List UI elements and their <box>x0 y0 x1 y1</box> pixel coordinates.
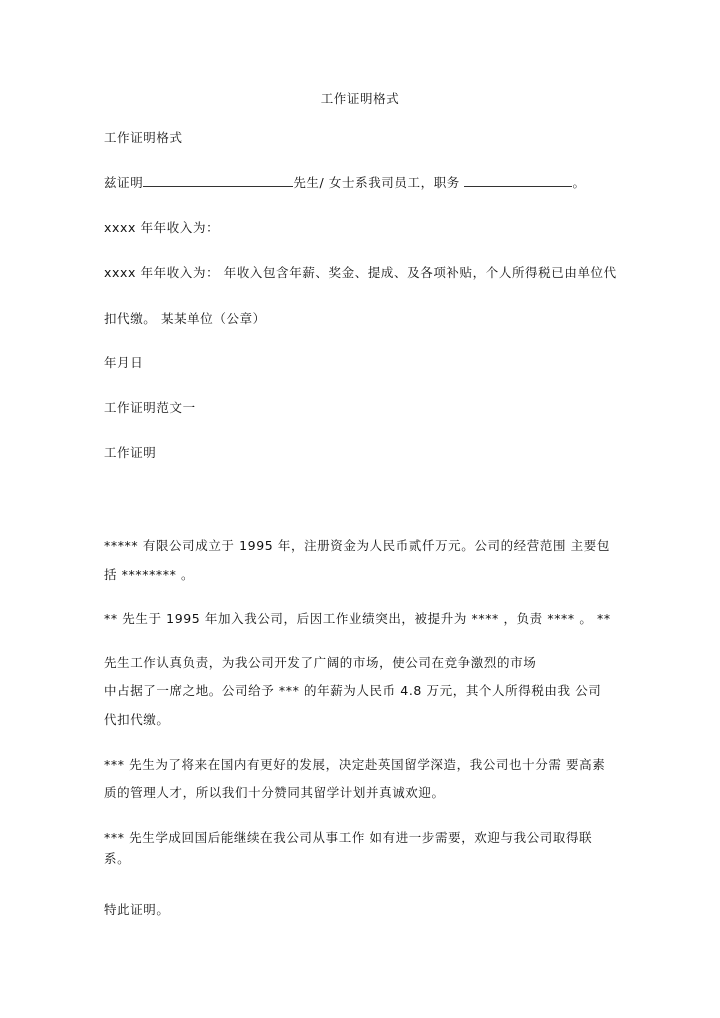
paragraph-1-line-1: ***** 有限公司成立于 1995 年，注册资金为人民币贰仟万元。公司的经营范围 主要包 <box>104 538 610 553</box>
closing: 特此证明。 <box>104 902 170 917</box>
sample-title: 工作证明 <box>104 445 157 460</box>
document-title: 工作证明格式 <box>320 91 400 106</box>
paragraph-3-line-1: *** 先生为了将来在国内有更好的发展，决定赴英国留学深造，我公司也十分需 要高素 <box>104 757 606 772</box>
income-line-1: xxxx 年年收入为： <box>104 220 220 235</box>
sample-heading: 工作证明范文一 <box>104 400 196 415</box>
paragraph-3-line-2: 质的管理人才，所以我们十分赞同其留学计划并真诚欢迎。 <box>104 785 445 800</box>
paragraph-4-line-1: *** 先生学成回国后能继续在我公司从事工作 如有进一步需要，欢迎与我公司取得联 <box>104 830 593 845</box>
income-line-2: xxxx 年年收入为： 年收入包含年薪、奖金、提成、及各项补贴，个人所得税已由单位代 <box>104 265 617 280</box>
paragraph-4-line-2: 系。 <box>104 851 131 866</box>
certify-end: 。 <box>572 175 586 190</box>
heading: 工作证明格式 <box>104 130 183 145</box>
paragraph-1-line-2: 括 ******** 。 <box>104 567 195 582</box>
paragraph-2-line-1: ** 先生于 1995 年加入我公司，后因工作业绩突出，被提升为 **** ，负责 **** 。 ** <box>104 611 611 626</box>
income-line-2-cont: 扣代缴。 某某单位（公章） <box>104 311 266 326</box>
date-line: 年月日 <box>104 355 144 370</box>
certify-line <box>104 174 586 191</box>
paragraph-2-line-3: 中占据了一席之地。公司给予 *** 的年薪为人民币 4.8 万元，其个人所得税由我 公司 <box>104 683 602 698</box>
certify-prefix: 兹证明 <box>104 175 144 190</box>
certify-middle: 先生/ 女士系我司员工，职务 <box>293 175 460 190</box>
position-blank <box>464 174 572 187</box>
paragraph-2-line-2: 先生工作认真负责，为我公司开发了广阔的市场，使公司在竞争激烈的市场 <box>104 655 537 670</box>
name-blank <box>143 174 293 187</box>
paragraph-2-line-4: 代扣代缴。 <box>104 712 170 727</box>
